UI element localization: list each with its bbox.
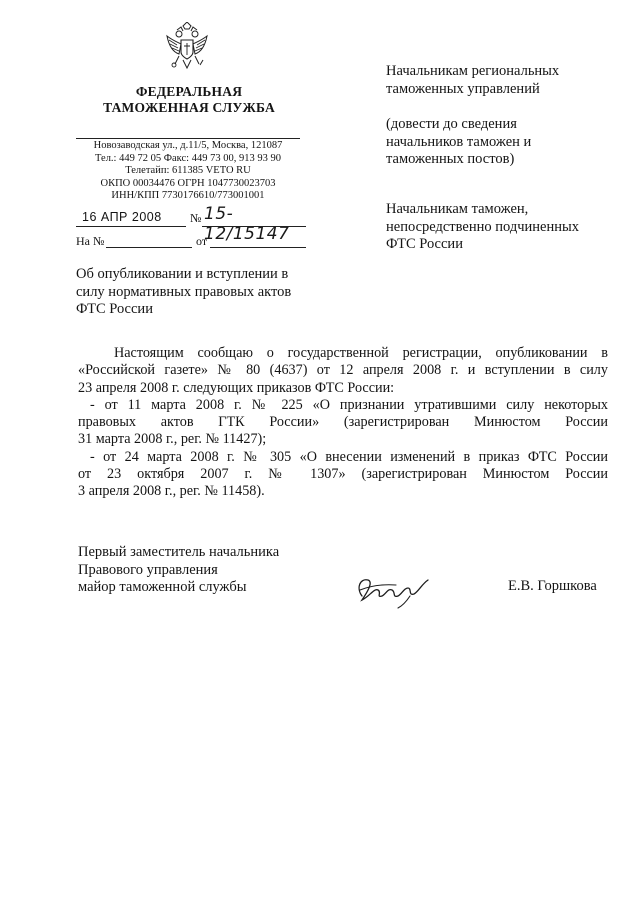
- body-line: 3 апреля 2008 г., рег. № 11458).: [78, 483, 265, 500]
- registration-date: 16 АПР 2008: [82, 210, 162, 224]
- header-divider: [76, 138, 300, 139]
- addressee-line: непосредственно подчиненных: [386, 218, 579, 235]
- addressee-line: начальников таможен и: [386, 133, 532, 150]
- body-line: 31 марта 2008 г., рег. № 11427);: [78, 431, 267, 448]
- number-label: №: [190, 211, 202, 225]
- phones: Тел.: 449 72 05 Факс: 449 73 00, 913 93 90: [95, 152, 281, 164]
- number-underline: [202, 226, 306, 227]
- signer-title-line: майор таможенной службы: [78, 579, 247, 595]
- inn-kpp: ИНН/КПП 7730176610/773001001: [111, 190, 265, 202]
- organization-name-line1: ФЕДЕРАЛЬНАЯ: [135, 84, 243, 99]
- signer-title-line: Первый заместитель начальника: [78, 544, 280, 560]
- addressee-group-3: [386, 201, 606, 254]
- addressee-group-2: [386, 116, 606, 169]
- addressee-group-1: [386, 63, 606, 98]
- addressee-line: ФТС России: [386, 236, 463, 252]
- address: Новозаводская ул., д.11/5, Москва, 121087: [93, 140, 283, 151]
- reference-label: На №: [76, 234, 105, 248]
- date-underline: [76, 226, 186, 227]
- body-line: - от 24 марта 2008 г. № 305 «О внесении изменений в приказ ФТС России: [90, 448, 608, 465]
- addressee-line: (довести до сведения: [386, 116, 517, 132]
- subject-line: силу нормативных правовых актов: [76, 283, 292, 300]
- body-line: от 23 октября 2007 г. № 1307» (зарегистрирован Минюстом России: [78, 466, 608, 483]
- organization-name-line2: ТАМОЖЕННАЯ СЛУЖБА: [103, 100, 275, 115]
- signer-title: [78, 544, 338, 597]
- organization-contacts: [76, 140, 300, 203]
- handwritten-signature-icon: [352, 566, 432, 610]
- reference-number-blank: [106, 247, 192, 248]
- subject-line: ФТС России: [76, 301, 153, 317]
- signer-title-line: Правового управления: [78, 561, 218, 578]
- reference-date-blank: [210, 247, 306, 248]
- addressee-line: таможенных постов): [386, 151, 515, 167]
- body-line: 23 апреля 2008 г. следующих приказов ФТС России:: [78, 379, 395, 396]
- teletype: Телетайп: 611385 VETO RU: [125, 165, 251, 177]
- addressee-line: Начальникам таможен,: [386, 201, 529, 217]
- addressee-line: Начальникам региональных: [386, 63, 560, 79]
- addressee-line: таможенных управлений: [386, 80, 540, 97]
- letter-subject: [76, 266, 356, 319]
- body-line: Настоящим сообщаю о государственной регистрации, опубликовании в: [114, 345, 608, 361]
- reference-line: [76, 232, 316, 252]
- body-line: - от 11 марта 2008 г. № 225 «О признании утратившими силу некоторых: [90, 396, 608, 413]
- body-line: правовых актов ГТК России» (зарегистрирован Минюстом России: [78, 414, 608, 431]
- okpo-ogrn: ОКПО 00034476 ОГРН 1047730023703: [100, 177, 276, 189]
- signer-name: Е.В. Горшкова: [508, 578, 597, 594]
- reference-from-label: от: [196, 234, 208, 248]
- registration-number: 15-12/15147: [204, 204, 290, 244]
- subject-line: Об опубликовании и вступлении в: [76, 266, 289, 282]
- letter-body: [78, 345, 608, 501]
- coat-of-arms-emblem-icon: [163, 22, 211, 74]
- body-line: «Российской газете» № 80 (4637) от 12 апреля 2008 г. и вступлении в силу: [78, 362, 608, 379]
- organization-name: [84, 84, 294, 116]
